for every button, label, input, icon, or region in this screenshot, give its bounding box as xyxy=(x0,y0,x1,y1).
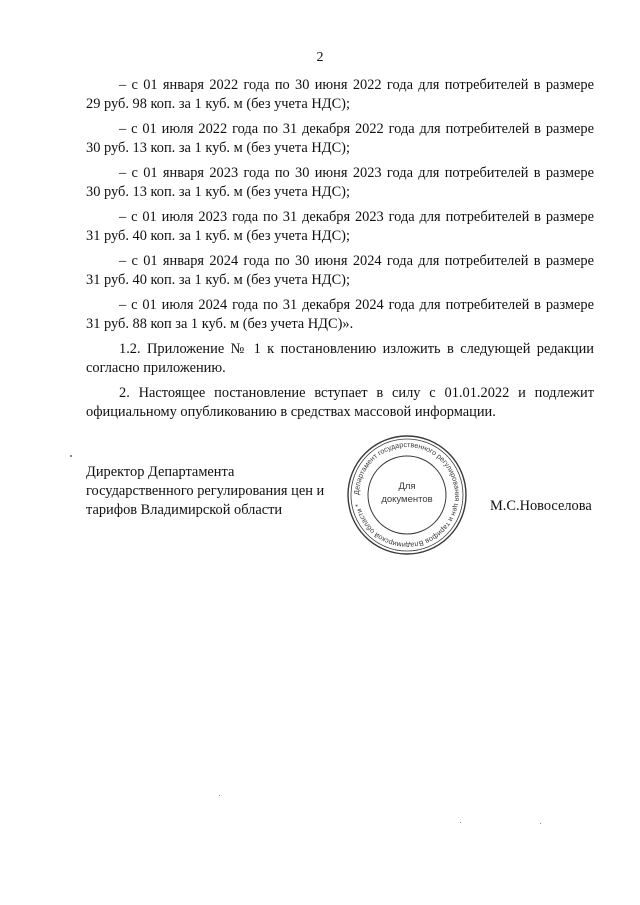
signatory-title-line: государственного регулирования цен и xyxy=(86,483,325,499)
scan-speck xyxy=(460,822,461,823)
paragraph-line: 30 руб. 13 коп. за 1 куб. м (без учета НДС); xyxy=(86,184,350,200)
paragraph-line: 29 руб. 98 коп. за 1 куб. м (без учета НДС); xyxy=(86,96,350,112)
tariff-item-3 xyxy=(86,164,594,202)
seal-icon xyxy=(345,433,469,557)
paragraph-line: 2. Настоящее постановление вступает в силу с 01.01.2022 и подлежит xyxy=(119,385,594,401)
signatory-title xyxy=(86,463,336,520)
signatory-name: М.С.Новоселова xyxy=(490,498,592,514)
scan-speck xyxy=(70,455,72,457)
tariff-item-2 xyxy=(86,120,594,158)
seal-ring-text: Департамент государственного регулирования цен и тарифов Владимирской области * xyxy=(351,439,463,551)
paragraph-line: 30 руб. 13 коп. за 1 куб. м (без учета НДС); xyxy=(86,140,350,156)
paragraph-line: 31 руб. 40 коп. за 1 куб. м (без учета НДС); xyxy=(86,272,350,288)
paragraph-line: официальному опубликованию в средствах массовой информации. xyxy=(86,404,496,420)
tariff-item-5 xyxy=(86,252,594,290)
scan-speck xyxy=(540,823,541,824)
signatory-title-line: Директор Департамента xyxy=(86,464,235,480)
tariff-item-6 xyxy=(86,296,594,334)
paragraph-line: 1.2. Приложение № 1 к постановлению изложить в следующей редакции xyxy=(119,341,594,357)
tariff-item-1 xyxy=(86,76,594,114)
seal-center-line: документов xyxy=(381,494,433,505)
seal-center-line: Для xyxy=(398,481,416,492)
paragraph-line: – с 01 июля 2023 года по 31 декабря 2023 года для потребителей в размере xyxy=(119,209,594,225)
document-body xyxy=(86,76,594,428)
paragraph-line: 31 руб. 40 коп. за 1 куб. м (без учета НДС); xyxy=(86,228,350,244)
official-seal xyxy=(345,433,469,557)
paragraph-line: 31 руб. 88 коп за 1 куб. м (без учета НДС)». xyxy=(86,316,354,332)
signatory-title-line: тарифов Владимирской области xyxy=(86,502,283,518)
paragraph-line: – с 01 января 2024 года по 30 июня 2024 года для потребителей в размере xyxy=(119,253,594,269)
paragraph-line: – с 01 июля 2024 года по 31 декабря 2024 года для потребителей в размере xyxy=(119,297,594,313)
scan-speck xyxy=(219,795,220,796)
tariff-item-4 xyxy=(86,208,594,246)
paragraph-line: – с 01 января 2023 года по 30 июня 2023 года для потребителей в размере xyxy=(119,165,594,181)
paragraph-line: – с 01 июля 2022 года по 31 декабря 2022 года для потребителей в размере xyxy=(119,121,594,137)
page-number: 2 xyxy=(316,50,324,65)
paragraph-line: – с 01 января 2022 года по 30 июня 2022 года для потребителей в размере xyxy=(119,77,594,93)
paragraph-line: согласно приложению. xyxy=(86,360,226,376)
clause-1-2 xyxy=(86,340,594,378)
clause-2 xyxy=(86,384,594,422)
